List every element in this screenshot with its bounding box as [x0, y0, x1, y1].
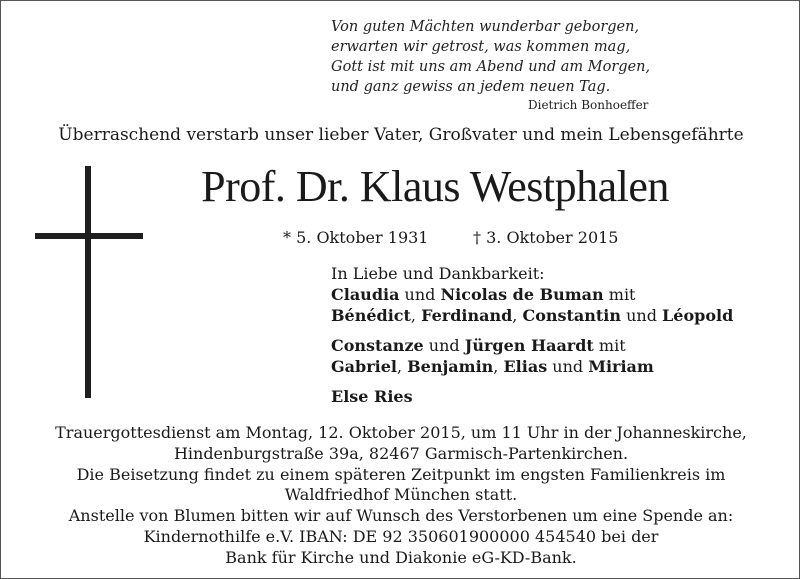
bonhoeffer-quote — [331, 17, 650, 97]
family-row — [331, 284, 733, 305]
details-line: Bank für Kirche und Diakonie eG-KD-Bank. — [225, 547, 577, 567]
mourner-name: Jürgen Haardt — [464, 336, 594, 355]
conjunction: mit — [608, 285, 636, 304]
details-line: Trauergottesdienst am Montag, 12. Oktober 2015, um 11 Uhr in der Johanneskirche, — [55, 423, 747, 442]
cross-icon-horizontal — [35, 233, 143, 239]
birth-date: * 5. Oktober 1931 — [283, 228, 429, 247]
mourner-name: Gabriel — [331, 357, 397, 376]
mourner-name: Ferdinand — [421, 306, 513, 325]
quote-line: und ganz gewiss an jedem neuen Tag. — [331, 79, 611, 95]
conjunction: mit — [598, 336, 626, 355]
mourner-name: Claudia — [331, 285, 400, 304]
quote-line: Von guten Mächten wunderbar geborgen, — [331, 19, 640, 35]
mourner-name: Miriam — [588, 357, 654, 376]
conjunction: und — [428, 336, 460, 355]
family-heading: In Liebe und Dankbarkeit: — [331, 264, 545, 283]
mourner-name: Bénédict — [331, 306, 411, 325]
family-row — [331, 386, 733, 407]
mourner-name: Benjamin — [407, 357, 494, 376]
family-row: Gabriel, Benjamin, Elias und Miriam — [331, 357, 654, 376]
details-line: Waldfriedhof München statt. — [284, 485, 518, 505]
family-mourners — [331, 263, 733, 407]
details-line: Die Beisetzung findet zu einem späteren Zeitpunkt im engsten Familienkreis im — [76, 464, 726, 484]
intro-text: Überraschend verstarb unser lieber Vater, Großvater und mein Lebensgefährte — [58, 125, 744, 145]
mourner-name: Constantin — [522, 306, 621, 325]
conjunction: und — [552, 357, 584, 376]
partner-name: Else Ries — [331, 387, 413, 406]
death-date: † 3. Oktober 2015 — [473, 228, 619, 247]
service-details — [1, 423, 800, 569]
conjunction: und — [404, 285, 436, 304]
conjunction: und — [626, 306, 657, 325]
family-row: Bénédict, Ferdinand, Constantin und Léopold — [331, 306, 734, 325]
quote-line: erwarten wir getrost, was kommen mag, — [331, 39, 631, 55]
quote-author: Dietrich Bonhoeffer — [528, 98, 649, 112]
details-line: Anstelle von Blumen bitten wir auf Wunsch des Verstorbenen um eine Spende an: — [68, 506, 734, 526]
family-row — [331, 335, 733, 356]
mourner-name: Constanze — [331, 336, 424, 355]
mourner-name: Léopold — [662, 306, 734, 325]
details-line: Kindernothilfe e.V. IBAN: DE 92 350601900000 454540 bei der — [143, 526, 659, 546]
deceased-name: Prof. Dr. Klaus Westphalen — [201, 162, 669, 211]
quote-line: Gott ist mit uns am Abend und am Morgen, — [331, 59, 651, 75]
mourner-name: Nicolas de Buman — [440, 285, 604, 304]
details-line: Hindenburgstraße 39a, 82467 Garmisch-Partenkirchen. — [173, 443, 629, 463]
mourner-name: Elias — [503, 357, 548, 376]
